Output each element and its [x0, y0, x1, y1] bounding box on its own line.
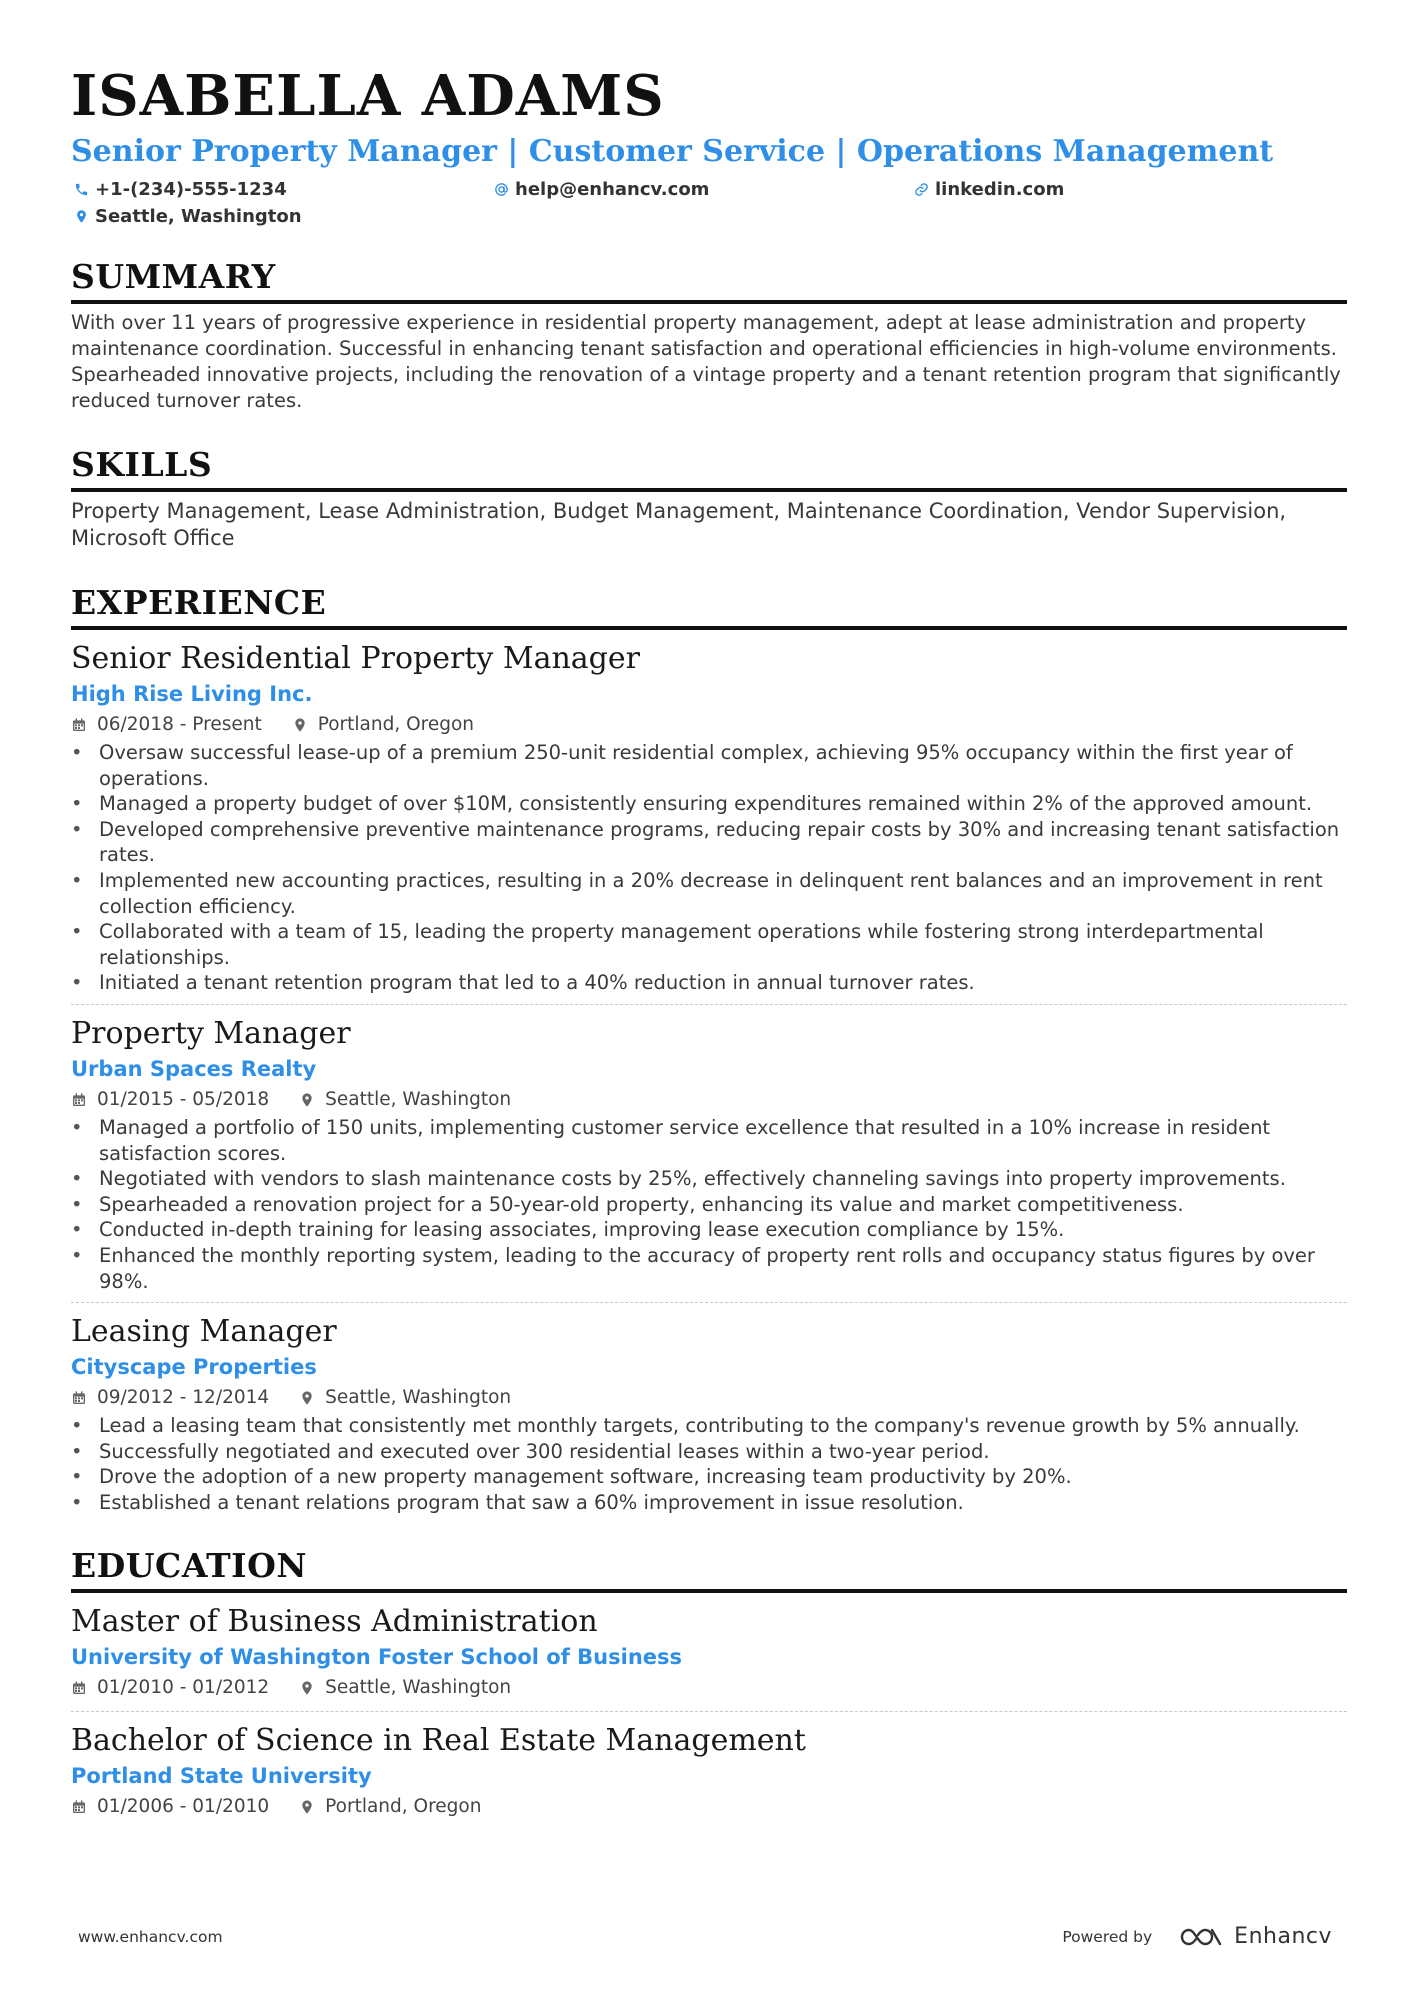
at-icon — [491, 180, 511, 200]
company-name: Urban Spaces Realty — [71, 1056, 317, 1081]
job-dates — [71, 710, 262, 740]
experience-heading: EXPERIENCE — [71, 582, 1347, 630]
job-location-text: Seattle, Washington — [325, 1088, 512, 1110]
job-title: Senior Residential Property Manager — [71, 641, 640, 676]
job-title: Leasing Manager — [71, 1314, 337, 1350]
bullet-item: • Spearheaded a renovation project for a 50-year-old property, enhancing its value and market competitiveness. — [71, 1192, 1347, 1218]
location-pin-icon — [299, 1092, 315, 1108]
bullet-item: • Negotiated with vendors to slash maintenance costs by 25%, effectively channeling savings into property improvements. — [71, 1166, 1347, 1192]
bullet-item: • Initiated a tenant retention program that led to a 40% reduction in annual turnover rates. — [71, 970, 1347, 996]
bullet-item: • Conducted in-depth training for leasing associates, improving lease execution compliance by 15%. — [71, 1217, 1347, 1243]
school-name: Portland State University — [71, 1764, 372, 1789]
summary-section — [71, 256, 1347, 414]
education-heading: EDUCATION — [71, 1545, 1347, 1593]
calendar-icon — [71, 1799, 87, 1815]
job-dates — [71, 1085, 269, 1115]
footer-branding — [1062, 1924, 1332, 1949]
email-text: help@enhancv.com — [515, 179, 710, 200]
education-dates-text: 01/2006 - 01/2010 — [97, 1796, 270, 1818]
location-pin-icon — [71, 207, 91, 227]
experience-entry — [71, 1303, 1347, 1523]
degree-title: Master of Business Administration — [71, 1604, 598, 1640]
job-meta — [71, 1383, 1347, 1413]
contact-email[interactable] — [491, 176, 911, 203]
infinity-logo-icon — [1178, 1925, 1224, 1949]
contact-info — [71, 176, 1347, 230]
bullet-item: • Successfully negotiated and executed over 300 residential leases within a two-year period. — [71, 1439, 1347, 1465]
calendar-icon — [71, 717, 87, 733]
job-dates — [71, 1383, 269, 1413]
job-dates-text: 09/2012 - 12/2014 — [97, 1387, 270, 1409]
experience-entry — [71, 630, 1347, 1005]
skills-heading: SKILLS — [71, 444, 1347, 492]
contact-location — [71, 203, 491, 230]
brand-name: Enhancv — [1234, 1924, 1332, 1949]
calendar-icon — [71, 1680, 87, 1696]
job-dates-text: 01/2015 - 05/2018 — [97, 1088, 270, 1110]
contact-phone[interactable] — [71, 176, 491, 203]
job-title: Property Manager — [71, 1015, 351, 1051]
location-pin-icon — [299, 1799, 315, 1815]
bullet-item: • Implemented new accounting practices, resulting in a 20% decrease in delinquent rent balances and an improvement in rent collection efficiency. — [71, 868, 1347, 919]
page-footer — [78, 1924, 1332, 1949]
footer-website[interactable]: www.enhancv.com — [78, 1927, 223, 1946]
candidate-headline: Senior Property Manager | Customer Service | Operations Management — [71, 134, 1274, 169]
location-pin-icon — [299, 1680, 315, 1696]
experience-entry — [71, 1005, 1347, 1303]
skills-section — [71, 444, 1347, 552]
education-location — [299, 1673, 511, 1703]
job-dates-text: 06/2018 - Present — [97, 714, 262, 735]
calendar-icon — [71, 1390, 87, 1406]
bullet-item: • Enhanced the monthly reporting system, leading to the accuracy of property rent rolls and occupancy status figures by over 98%. — [71, 1243, 1347, 1294]
education-location-text: Seattle, Washington — [325, 1677, 512, 1699]
location-text: Seattle, Washington — [95, 206, 302, 227]
location-pin-icon — [292, 717, 308, 733]
education-entry — [71, 1593, 1347, 1712]
experience-section — [71, 582, 1347, 1523]
job-bullets — [71, 1115, 1347, 1294]
bullet-item: • Drove the adoption of a new property management software, increasing team productivity by 20%. — [71, 1464, 1347, 1490]
education-section — [71, 1545, 1347, 1830]
job-location-text: Seattle, Washington — [325, 1387, 512, 1409]
education-dates — [71, 1792, 269, 1822]
job-location — [299, 1383, 511, 1413]
company-name: High Rise Living Inc. — [71, 682, 313, 706]
linkedin-text: linkedin.com — [935, 179, 1065, 200]
contact-linkedin[interactable] — [911, 176, 1331, 203]
company-name: Cityscape Properties — [71, 1355, 317, 1380]
bullet-item: • Developed comprehensive preventive maintenance programs, reducing repair costs by 30% and increasing tenant satisfaction rates. — [71, 817, 1347, 868]
job-meta — [71, 710, 1347, 740]
location-pin-icon — [299, 1390, 315, 1406]
bullet-item: • Oversaw successful lease-up of a premium 250-unit residential complex, achieving 95% occupancy within the first year of operations. — [71, 740, 1347, 791]
bullet-item: • Managed a property budget of over $10M, consistently ensuring expenditures remained within 2% of the approved amount. — [71, 791, 1347, 817]
enhancv-logo[interactable] — [1178, 1924, 1332, 1949]
job-meta — [71, 1085, 1347, 1115]
education-location — [299, 1792, 481, 1822]
link-icon — [911, 180, 931, 200]
skills-text: Property Management, Lease Administration, Budget Management, Maintenance Coordination, Vendor Supervision, Microsoft Office — [71, 499, 1287, 550]
job-bullets — [71, 1413, 1347, 1515]
education-entry — [71, 1712, 1347, 1830]
powered-by-text: Powered by — [1062, 1927, 1153, 1946]
job-location-text: Portland, Oregon — [317, 714, 475, 735]
phone-text: +1-(234)-555-1234 — [95, 179, 287, 200]
job-bullets — [71, 740, 1347, 996]
bullet-item: • Established a tenant relations program that saw a 60% improvement in issue resolution. — [71, 1490, 1347, 1516]
degree-title: Bachelor of Science in Real Estate Management — [71, 1723, 806, 1759]
job-location — [292, 710, 474, 740]
education-meta — [71, 1792, 1347, 1822]
candidate-name: ISABELLA ADAMS — [71, 63, 665, 129]
job-location — [299, 1085, 511, 1115]
education-dates — [71, 1673, 269, 1703]
education-meta — [71, 1673, 1347, 1703]
summary-text: With over 11 years of progressive experience in residential property management, adept at lease administration and property maintenance coordination. Successful in enhancing tenant satisfaction and operational efficiencies in high-volume environments. Spearheaded innovative projects, including the renovation of a vintage property and a tenant retention program that significantly reduced turnover rates. — [71, 311, 1341, 412]
bullet-item: • Managed a portfolio of 150 units, implementing customer service excellence that resulted in a 10% increase in resident satisfaction scores. — [71, 1115, 1347, 1166]
education-dates-text: 01/2010 - 01/2012 — [97, 1677, 270, 1699]
school-name: University of Washington Foster School of Business — [71, 1645, 683, 1670]
phone-icon — [71, 180, 91, 200]
bullet-item: • Collaborated with a team of 15, leading the property management operations while fostering strong interdepartmental relationships. — [71, 919, 1347, 970]
education-location-text: Portland, Oregon — [325, 1796, 482, 1818]
bullet-item: • Lead a leasing team that consistently met monthly targets, contributing to the company's revenue growth by 5% annually. — [71, 1413, 1347, 1439]
summary-heading: SUMMARY — [71, 256, 1347, 304]
resume-page — [71, 58, 1347, 1830]
calendar-icon — [71, 1092, 87, 1108]
